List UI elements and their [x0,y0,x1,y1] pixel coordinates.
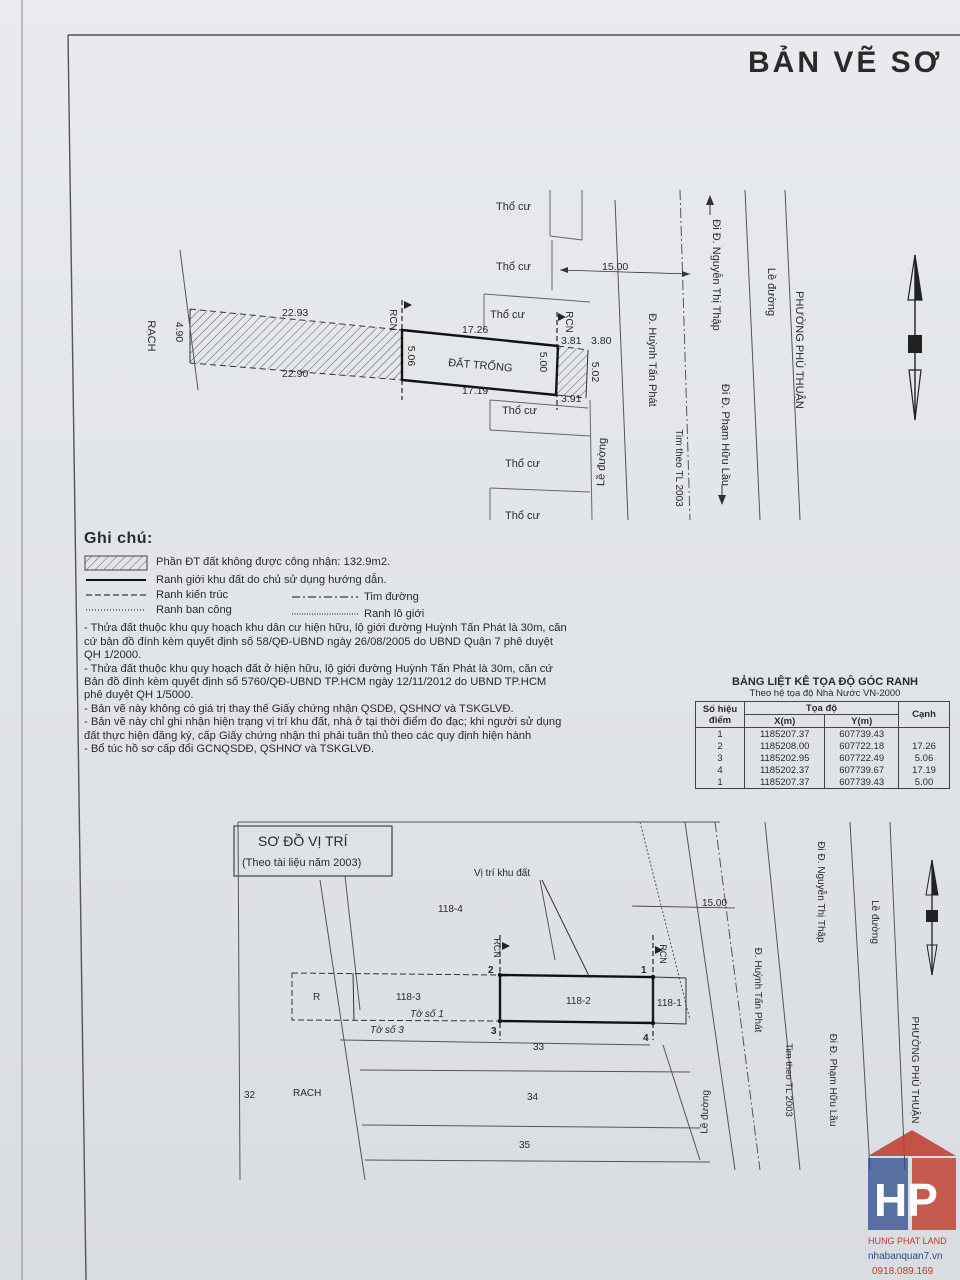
watermark-logo [864,1128,960,1280]
cell-x: 1185202.37 [745,764,825,776]
plan-label-tho-cu-3: Thổ cư [490,309,525,321]
plan-label-tho-cu-6: Thổ cư [505,510,540,522]
table-row [696,728,950,741]
legend-kien-truc-row [84,588,684,603]
legend-ranh-lo-gioi: Ranh lô giới [364,608,425,621]
cell-y: 607739.67 [825,764,899,776]
plan-label-tho-cu-1: Thổ cư [496,201,531,213]
legend-ban-cong-row [84,603,684,621]
loc-rcn-left: RCN [492,938,502,958]
dim-2293: 22.93 [282,307,309,319]
loc-label-118-4: 118-4 [438,904,463,915]
dim-502: 5.02 [589,361,601,383]
dim-380: 3.80 [591,335,612,347]
hatch-swatch-icon [84,555,148,571]
legend-tim-duong: Tim đường [364,591,419,604]
plan-label-rcn-left: RCN [387,309,398,331]
cell-x: 1185207.37 [745,728,825,741]
plan-label-tho-cu-2: Thổ cư [496,261,531,273]
notes-section [84,532,684,756]
loc-label-33: 33 [533,1042,545,1053]
plan-label-d-huynh: Đ. Huỳnh Tấn Phát [646,313,658,407]
note-line: - Thửa đất thuộc khu quy hoạch đất ở hiện hữu, lộ giới đường Huỳnh Tấn Phát là 30m, căn cứ [84,662,553,675]
plan-label-tho-cu-5: Thổ cư [505,458,540,470]
dim-506: 5.06 [405,345,417,367]
coordinate-table-title: BẢNG LIỆT KÊ TỌA ĐỘ GÓC RANH [732,676,918,688]
cell-pt: 4 [696,764,745,776]
cell-pt: 2 [696,740,745,752]
cell-edge: 5.06 [899,752,950,764]
loc-label-vi-tri: Vị trí khu đất [474,868,531,879]
note-line: phê duyệt QH 1/5000. [84,689,194,702]
dim-381: 3.81 [561,335,582,347]
note-line: đất thực hiện đăng ký, cấp Giấy chứng nhận thì phải tuân thủ theo các quy định hiện hành [84,729,532,742]
coordinate-table-subtitle: Theo hệ tọa độ Nhà Nước VN-2000 [749,688,901,699]
table-row [696,740,950,752]
plan-label-rcn-right: RCN [563,311,574,333]
plan-label-le-duong-left: Lề đường [595,437,609,487]
table-row [696,752,950,764]
note-line: Bản đồ đính kèm quyết định số 5760/QĐ-UBND TP.HCM ngày 12/11/2012 do UBND TP.HCM [84,676,547,689]
plan-label-le-duong-right: Lề đường [765,267,777,317]
dim-391: 3.91 [561,393,582,405]
cell-edge [899,728,950,741]
logo-brand: HUNG PHAT LAND [868,1236,947,1246]
legend-hatched-row [84,555,684,573]
loc-point-3: 3 [491,1026,497,1037]
loc-label-to-so-1: Tờ số 1 [410,1009,444,1020]
hatched-right [556,346,588,398]
notes-heading: Ghi chú: [84,530,153,547]
loc-label-to-so-3: Tờ số 3 [370,1025,404,1036]
dim-500: 5.00 [537,351,549,373]
dotted-line-icon [84,603,148,617]
dim-15: 15.00 [602,261,629,273]
legend-ranh-kien-truc: Ranh kiến trúc [156,589,229,602]
dash-dot-line-icon [290,590,360,604]
cell-y: 607739.43 [825,776,899,789]
plan-label-dat-trong: ĐẤT TRỐNG [447,357,513,375]
plan-label-tim-theo: Tim theo TL 2003 [673,429,684,507]
loc-d-pham: Đi Đ. Phạm Hữu Lầu [827,1033,838,1127]
cell-x: 1185207.37 [745,776,825,789]
loc-label-r: R [313,992,321,1003]
cell-x: 1185202.95 [745,752,825,764]
legend-hatched: Phần ĐT đất không được công nhận: 132.9m2. [156,556,391,569]
note-line: - Bản vẽ này không có giá trị thay thế Giấy chứng nhận QSDĐ, QSHNƠ và TSKGLVĐ. [84,702,514,715]
dim-2290: 22.90 [282,368,309,380]
cell-edge: 17.26 [899,740,950,752]
cell-x: 1185208.00 [745,740,825,752]
note-line: - Bản vẽ này chỉ ghi nhận hiện trạng vị trí khu đất, nhà ở tại thời điểm đo đạc; khi người sử dụng [84,716,562,729]
legend-ranh-gioi: Ranh giới khu đất do chủ sử dụng hướng dẫn. [156,574,387,587]
legend-ranh-ban-cong: Ranh ban công [156,604,232,617]
header-y: Y(m) [825,715,899,728]
legend-boundary-row [84,573,684,588]
loc-le-duong-left: Lề đường [699,1089,712,1135]
plan-label-tho-cu-4: Thổ cư [502,405,537,417]
note-line: QH 1/2000. [84,649,142,662]
dotted-line-fine-icon [290,607,360,621]
loc-point-4: 4 [643,1033,649,1044]
loc-rcn-right: RCN [658,944,668,964]
loc-phuong: PHƯỜNG PHÚ THUẬN [909,1016,920,1124]
plan-label-d-pham: Đi Đ. Phạm Hữu Lầu [719,383,731,487]
cell-y: 607722.49 [825,752,899,764]
loc-point-1: 1 [641,965,647,976]
cell-pt: 1 [696,776,745,789]
dim-490: 4.90 [173,321,185,343]
header-so-hieu: Số hiệu điểm [696,702,745,728]
note-line: cứ bản đồ đính kèm quyết định số 58/QĐ-UBND ngày 26/08/2005 do UBND Quận 7 phê duyệt [84,635,553,648]
loc-label-32: 32 [244,1090,256,1101]
loc-d-huynh: Đ. Huỳnh Tấn Phát [752,947,763,1033]
logo-phone: 0918.089.169 [872,1266,934,1277]
note-line: - Thửa đất thuộc khu quy hoạch khu dân cư hiện hữu, lộ giới đường Huỳnh Tấn Phát là 30m, căn [84,622,567,635]
north-arrow-small-icon [926,860,938,975]
loc-label-118-3: 118-3 [396,992,421,1003]
loc-point-2: 2 [488,965,494,976]
location-subtitle: (Theo tài liệu năm 2003) [242,857,362,869]
cell-y: 607722.18 [825,740,899,752]
logo-site: nhabanquan7.vn [868,1251,943,1262]
location-title: SƠ ĐỒ VỊ TRÍ [258,833,348,849]
plan-label-phuong: PHƯỜNG PHÚ THUẬN [793,291,805,409]
loc-le-duong-right: Lề đường [869,900,880,944]
dim-1719: 17.19 [462,385,489,397]
loc-d-nguyen: Đi Đ. Nguyễn Thị Thập [815,841,826,943]
dashed-line-icon [84,588,148,602]
solid-line-icon [84,573,148,587]
dim-1726: 17.26 [462,324,489,336]
north-arrow-icon [908,255,922,420]
note-line: - Bổ túc hồ sơ cấp đổi GCNQSDĐ, QSHNƠ và TSKGLVĐ. [84,743,375,756]
cell-edge: 5.00 [899,776,950,789]
loc-label-118-2: 118-2 [566,996,591,1007]
loc-label-34: 34 [527,1092,539,1103]
table-row [696,764,950,776]
main-plan [145,190,922,522]
header-toa-do: Tọa độ [745,702,899,715]
loc-label-35: 35 [519,1140,531,1151]
header-title: BẢN VẼ SƠ [748,46,943,79]
loc-tim-theo: Tim theo TL 2003 [783,1043,794,1117]
plan-label-rach: RẠCH [145,320,157,352]
cell-pt: 3 [696,752,745,764]
table-row [696,776,950,789]
loc-label-118-1: 118-1 [657,998,682,1009]
coordinate-table [695,701,950,789]
loc-label-rach: RACH [293,1088,322,1099]
coordinate-table-section [695,676,955,789]
logo-letters: HP [874,1174,938,1226]
hp-logo-icon [864,1128,960,1280]
cell-pt: 1 [696,728,745,741]
location-map [234,822,938,1180]
loc-dim-15: 15.00 [702,898,728,909]
header-canh: Cạnh [899,702,950,728]
cell-edge: 17.19 [899,764,950,776]
cell-y: 607739.43 [825,728,899,741]
header-x: X(m) [745,715,825,728]
plan-label-d-nguyen: Đi Đ. Nguyễn Thị Thập [710,219,722,331]
